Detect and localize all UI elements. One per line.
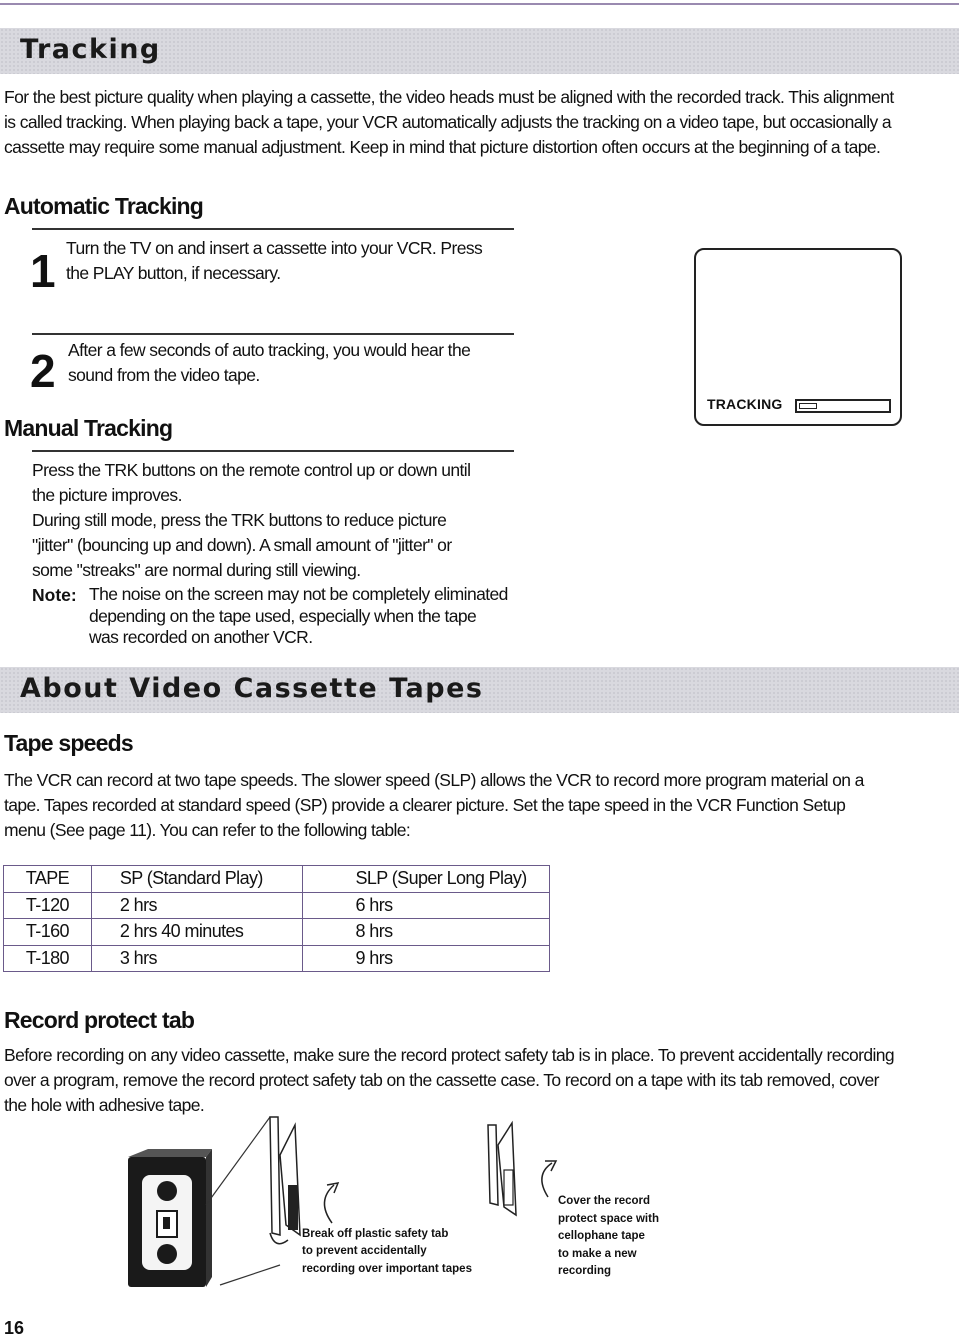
- table-cell: T-180: [4, 945, 92, 972]
- caption-line: Cover the record: [558, 1195, 651, 1207]
- tracking-level-fill: [799, 403, 817, 409]
- table-row: [4, 919, 550, 946]
- table-header-row: [4, 866, 550, 893]
- page-number: 16: [4, 1318, 25, 1338]
- caption-line: to make a new: [558, 1248, 637, 1260]
- table-header-cell: SP (Standard Play): [91, 866, 303, 893]
- caption-line: recording: [558, 1265, 612, 1277]
- note-line: depending on the tape used, especially when the tape: [89, 606, 477, 626]
- table-cell: 6 hrs: [303, 892, 550, 919]
- table-row: [4, 892, 550, 919]
- manual-tracking-heading: Manual Tracking: [4, 415, 173, 441]
- note-line: The noise on the screen may not be completely eliminated: [89, 584, 508, 604]
- table-cell: 3 hrs: [91, 945, 303, 972]
- section-title: Tracking: [20, 34, 161, 65]
- step-number: 2: [30, 345, 56, 397]
- manual-line: Press the TRK buttons on the remote control up or down until: [32, 460, 471, 480]
- record-protect-line: the hole with adhesive tape.: [4, 1095, 205, 1115]
- step-number: 1: [30, 245, 56, 297]
- caption-line: to prevent accidentally: [302, 1245, 427, 1257]
- caption-line: cellophane tape: [558, 1230, 645, 1242]
- note-line: was recorded on another VCR.: [89, 627, 313, 647]
- caption-line: protect space with: [558, 1213, 659, 1225]
- tape-speeds-heading: Tape speeds: [4, 730, 133, 756]
- caption-line: Break off plastic safety tab: [302, 1228, 449, 1240]
- manual-line: the picture improves.: [32, 485, 182, 505]
- tape-speeds-line: tape. Tapes recorded at standard speed (SP) provide a clearer picture. Set the tape speed in the VCR Function Setup: [4, 795, 846, 815]
- tape-speed-table: [3, 865, 550, 972]
- step-line: After a few seconds of auto tracking, you would hear the: [68, 340, 471, 360]
- manual-line: "jitter" (bouncing up and down). A small amount of "jitter" or: [32, 535, 452, 555]
- manual-line: some "streaks" are normal during still viewing.: [32, 560, 361, 580]
- table-header-cell: SLP (Super Long Play): [303, 866, 550, 893]
- table-row: [4, 945, 550, 972]
- table-cell: 2 hrs: [91, 892, 303, 919]
- section-title: About Video Cassette Tapes: [20, 673, 484, 704]
- table-cell: 2 hrs 40 minutes: [91, 919, 303, 946]
- table-cell: 8 hrs: [303, 919, 550, 946]
- divider: [32, 450, 514, 452]
- table-header-cell: TAPE: [4, 866, 92, 893]
- intro-line: is called tracking. When playing back a tape, your VCR automatically adjusts the tracking on a video tape, but occasionally a: [4, 112, 892, 132]
- top-rule: [0, 3, 959, 5]
- automatic-tracking-heading: Automatic Tracking: [4, 193, 204, 219]
- caption-line: recording over important tapes: [302, 1263, 472, 1275]
- tape-speeds-line: The VCR can record at two tape speeds. The slower speed (SLP) allows the VCR to record more program material on a: [4, 770, 864, 790]
- note-label: Note:: [32, 585, 77, 605]
- tv-screen-illustration: [694, 248, 902, 426]
- step-line: the PLAY button, if necessary.: [66, 263, 281, 283]
- table-cell: T-120: [4, 892, 92, 919]
- record-protect-line: over a program, remove the record protect safety tab on the cassette case. To record on a tape with its tab removed, cover: [4, 1070, 879, 1090]
- table-cell: 9 hrs: [303, 945, 550, 972]
- record-protect-heading: Record protect tab: [4, 1007, 195, 1033]
- table-cell: T-160: [4, 919, 92, 946]
- section-header-tracking: [0, 28, 959, 74]
- tracking-display-label: TRACKING: [707, 396, 783, 412]
- intro-line: cassette may require some manual adjustment. Keep in mind that picture distortion often occurs at the beginning of a tape.: [4, 137, 881, 157]
- record-protect-line: Before recording on any video cassette, make sure the record protect safety tab is in place. To prevent accidentally recording: [4, 1045, 895, 1065]
- divider: [32, 333, 514, 335]
- manual-line: During still mode, press the TRK buttons to reduce picture: [32, 510, 447, 530]
- section-header-about-tapes: [0, 667, 959, 713]
- tape-speeds-line: menu (See page 11). You can refer to the following table:: [4, 820, 411, 840]
- step-line: Turn the TV on and insert a cassette into your VCR. Press: [66, 238, 483, 258]
- tracking-level-bar: [795, 399, 891, 413]
- step-line: sound from the video tape.: [68, 365, 260, 385]
- intro-line: For the best picture quality when playing a cassette, the video heads must be aligned with the recorded track. This alignment: [4, 87, 894, 107]
- divider: [32, 228, 514, 230]
